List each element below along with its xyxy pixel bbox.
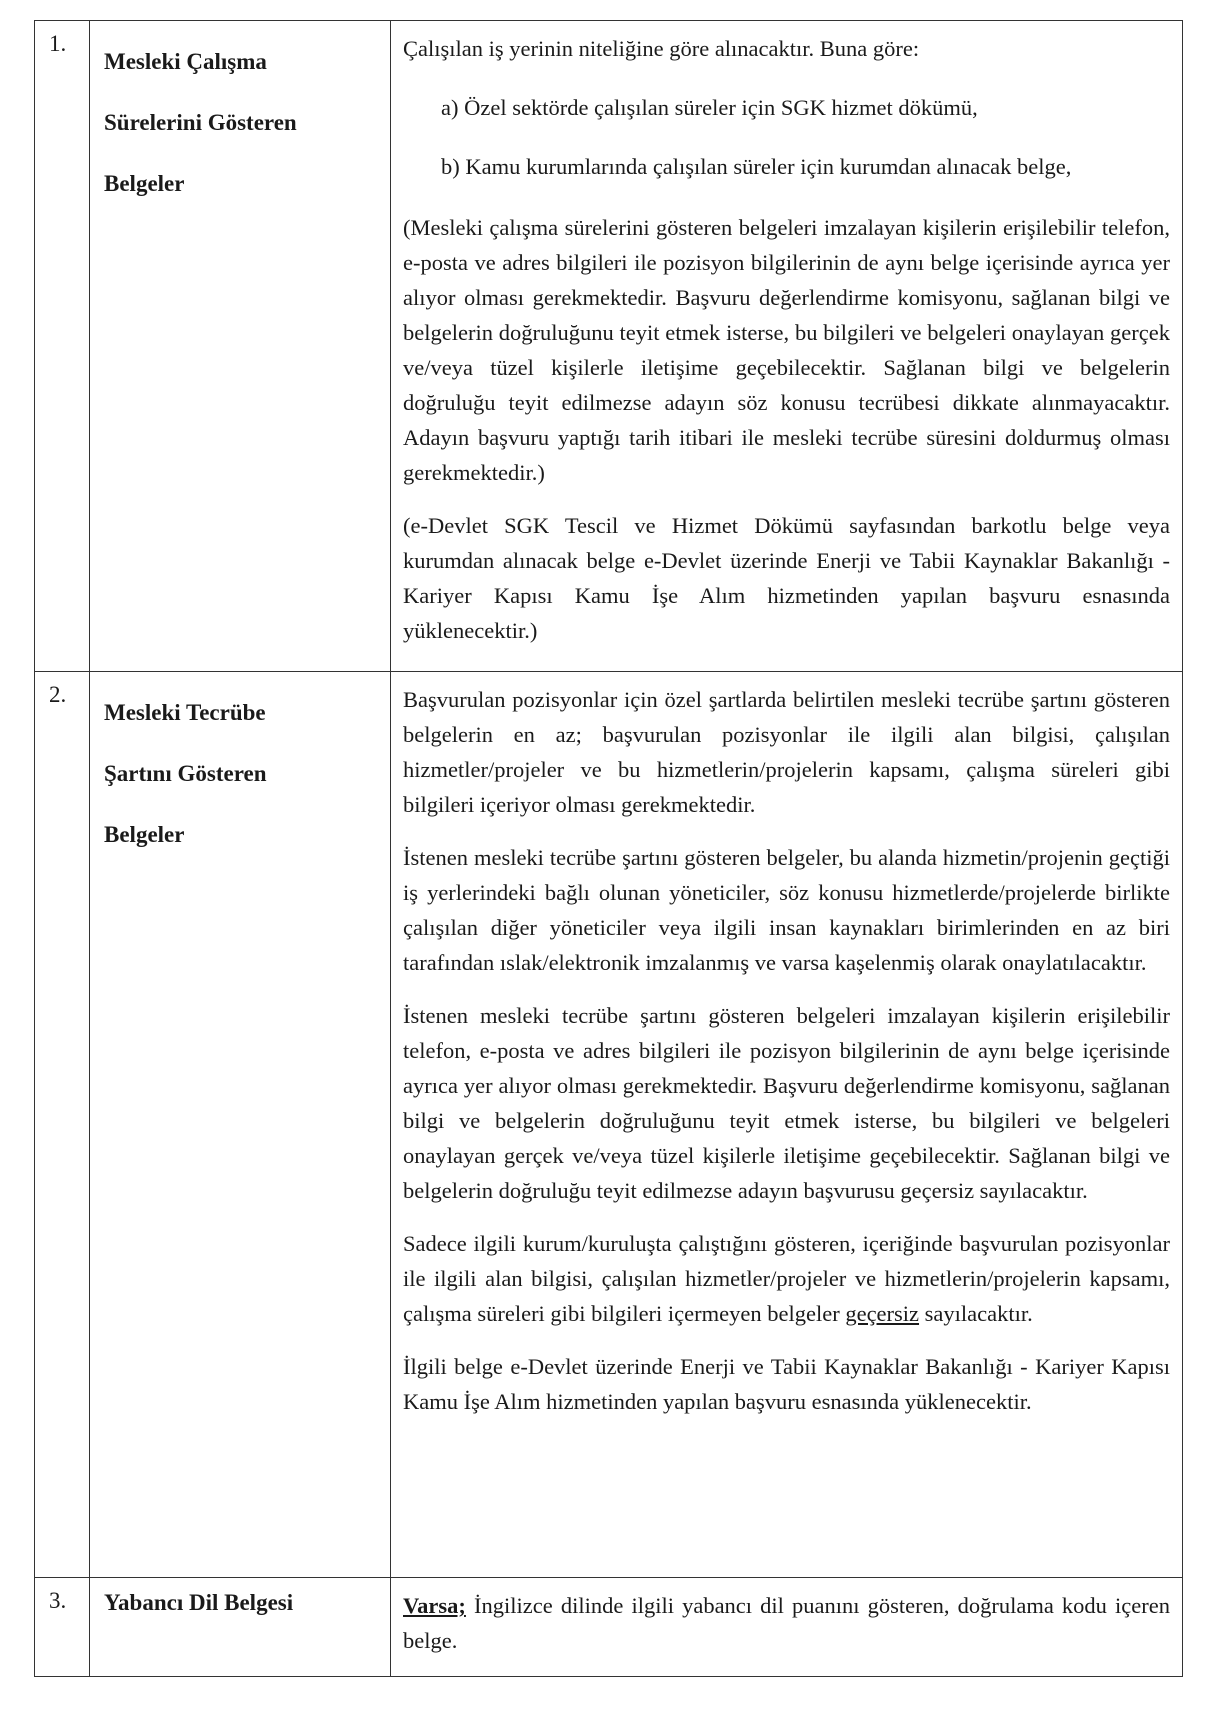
row-content bbox=[391, 1578, 1182, 1658]
row-title bbox=[90, 1578, 390, 1618]
row-title-line: Yabancı Dil Belgesi bbox=[104, 1590, 294, 1615]
table-row bbox=[35, 1578, 1183, 1677]
row-title-cell bbox=[90, 21, 391, 672]
row-number: 1. bbox=[49, 31, 67, 56]
row-title bbox=[90, 3, 390, 214]
row-content-cell bbox=[391, 21, 1183, 672]
row-content bbox=[391, 21, 1182, 662]
row-number: 3. bbox=[49, 1588, 67, 1613]
row-title-line: Mesleki Tecrübe bbox=[104, 700, 266, 725]
row-number-cell bbox=[35, 1578, 90, 1677]
row-content-cell bbox=[391, 1578, 1183, 1677]
lead-label: Varsa; bbox=[403, 1593, 466, 1618]
paragraph: (e-Devlet SGK Tescil ve Hizmet Dökümü sayfasından barkotlu belge veya kurumdan alınacak belge e-Devlet üzerinde Enerji ve Tabii Kaynaklar Bakanlığı - Kariyer Kapısı Kamu İşe Alım hizmetinden yapılan başvuru esnasında yüklenecektir.) bbox=[403, 513, 1170, 643]
row-number-cell bbox=[35, 21, 90, 672]
paragraph-text: sayılacaktır. bbox=[919, 1301, 1033, 1326]
list-item: a) Özel sektörde çalışılan süreler için SGK hizmet dökümü, bbox=[441, 95, 978, 120]
row-number-cell bbox=[35, 672, 90, 1578]
paragraph-text: Sadece ilgili kurum/kuruluşta çalıştığını gösteren, içeriğinde başvurulan pozisyonlar ile ilgili alan bilgisi, çalışılan hizmetler/projeler ve hizmetlerin/projelerin kapsamı, çalışma süreleri gibi bilgileri içermeyen belgeler bbox=[403, 1231, 1170, 1326]
paragraph bbox=[403, 1226, 1170, 1331]
table-row bbox=[35, 21, 1183, 672]
requirements-table bbox=[34, 20, 1183, 1677]
paragraph: Başvurulan pozisyonlar için özel şartlarda belirtilen mesleki tecrübe şartını gösteren belgelerin en az; başvurulan pozisyonlar ile ilgili alan bilgisi, çalışılan hizmetler/projeler ve bu hizmetlerin/projelerin kapsamı, çalışma süreleri gibi bilgileri içeriyor olması gerekmektedir. bbox=[403, 687, 1170, 817]
paragraph: İlgili belge e-Devlet üzerinde Enerji ve Tabii Kaynaklar Bakanlığı - Kariyer Kapısı Kamu İşe Alım hizmetinden yapılan başvuru esnasında yüklenecektir. bbox=[403, 1354, 1170, 1414]
paragraph bbox=[403, 1588, 1170, 1658]
row-title-line: Belgeler bbox=[104, 171, 185, 196]
row-content-cell bbox=[391, 672, 1183, 1578]
row-title-line: Sürelerini Gösteren bbox=[104, 110, 297, 135]
row-title-cell bbox=[90, 1578, 391, 1677]
intro-text: Çalışılan iş yerinin niteliğine göre alınacaktır. Buna göre: bbox=[403, 36, 920, 61]
paragraph-text: İngilizce dilinde ilgili yabancı dil puanını gösteren, doğrulama kodu içeren belge. bbox=[403, 1593, 1170, 1653]
table-row bbox=[35, 672, 1183, 1578]
paragraph: İstenen mesleki tecrübe şartını gösteren belgeler, bu alanda hizmetin/projenin geçtiği iş yerlerindeki bağlı olunan yöneticiler, söz konusu hizmetlerde/projelerde birlikte çalışılan diğer yöneticiler veya ilgili insan kaynakları birimlerinden en az biri tarafından ıslak/elektronik imzalanmış ve varsa kaşelenmiş olarak onaylatılacaktır. bbox=[403, 845, 1170, 975]
row-title-line: Şartını Gösteren bbox=[104, 761, 267, 786]
row-title-cell bbox=[90, 672, 391, 1578]
paragraph: İstenen mesleki tecrübe şartını gösteren belgeleri imzalayan kişilerin erişilebilir telefon, e-posta ve adres bilgileri ile pozisyon bilgilerinin de aynı belge içerisinde ayrıca yer alıyor olması gerekmektedir. Başvuru değerlendirme komisyonu, sağlanan bilgi ve belgelerin doğruluğunu teyit etmek isterse, bu bilgileri ve belgeleri onaylayan gerçek ve/veya tüzel kişilerle iletişime geçebilecektir. Sağlanan bilgi ve belgelerin doğruluğu teyit edilmezse adayın başvurusu geçersiz sayılacaktır. bbox=[403, 1003, 1170, 1203]
row-number: 2. bbox=[49, 682, 67, 707]
row-title bbox=[90, 654, 390, 865]
row-content bbox=[391, 672, 1182, 1433]
paragraph: (Mesleki çalışma sürelerini gösteren belgeleri imzalayan kişilerin erişilebilir telefon, e-posta ve adres bilgileri ile pozisyon bilgilerinin de aynı belge içerisinde ayrıca yer alıyor olması gerekmektedir. Başvuru değerlendirme komisyonu, sağlanan bilgi ve belgelerin doğruluğunu teyit etmek isterse, bu bilgileri ve belgeleri onaylayan gerçek ve/veya tüzel kişilerle iletişime geçebilecektir. Sağlanan bilgi ve belgelerin doğruluğu teyit edilmezse adayın söz konusu tecrübesi dikkate alınmayacaktır. Adayın başvuru yaptığı tarih itibari ile mesleki tecrübe süresini doldurmuş olması gerekmektedir.) bbox=[403, 215, 1170, 485]
row-title-line: Belgeler bbox=[104, 822, 185, 847]
list-item: b) Kamu kurumlarında çalışılan süreler için kurumdan alınacak belge, bbox=[441, 154, 1072, 179]
row-title-line: Mesleki Çalışma bbox=[104, 49, 267, 74]
underlined-word: geçersiz bbox=[845, 1301, 920, 1326]
